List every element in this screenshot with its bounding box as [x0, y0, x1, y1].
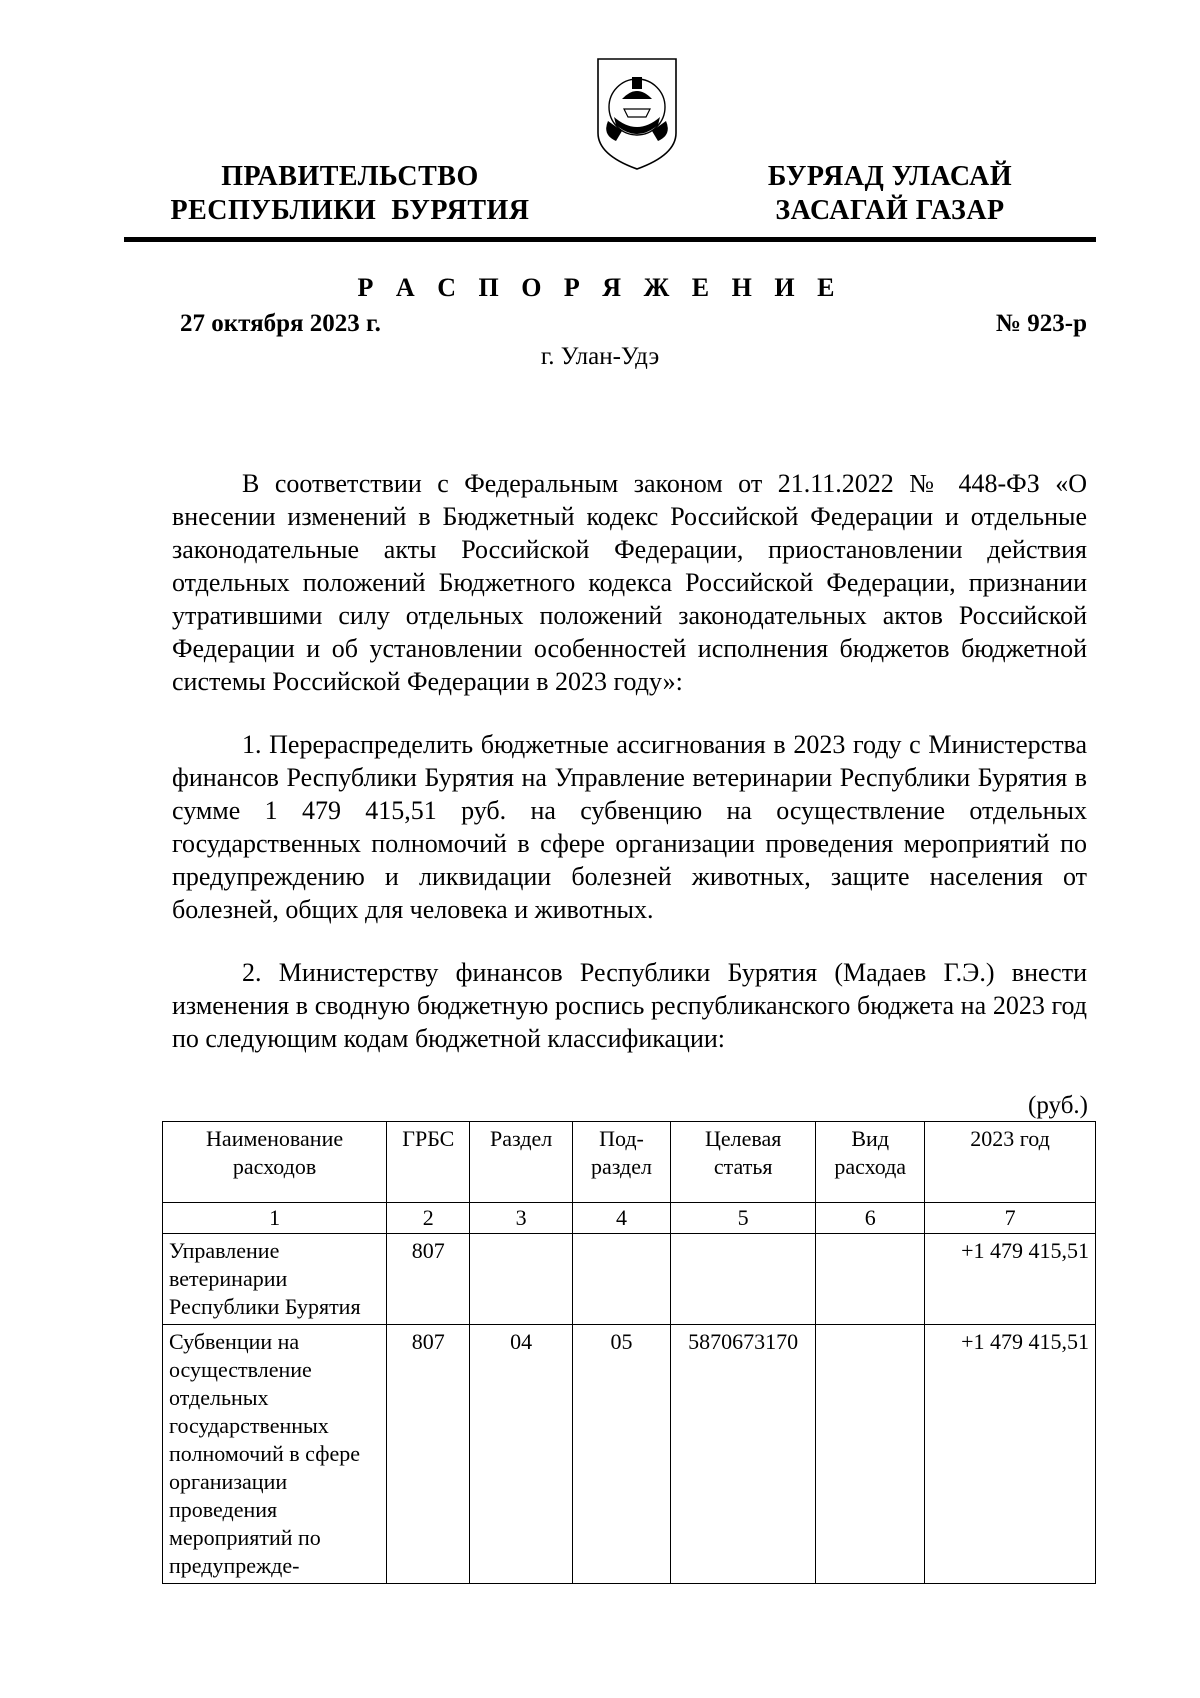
government-header-left	[160, 160, 540, 228]
column-number-row	[163, 1203, 1096, 1234]
coat-of-arms-emblem	[592, 55, 682, 175]
header-target: Целевая статья	[671, 1122, 816, 1203]
column-number: 1	[163, 1203, 387, 1234]
column-number: 4	[572, 1203, 670, 1234]
row-name: Субвенции на осуществление отдельных государственных полномочий в сфере организации проведения мероприятий по предупрежде-	[163, 1325, 387, 1584]
table-row	[163, 1234, 1096, 1325]
government-header-right	[740, 160, 1040, 228]
point-2-text: 2. Министерству финансов Республики Бурятия (Мадаев Г.Э.) внести изменения в сводную бюджетную роспись республиканского бюджета на 2023 год по следующим кодам бюджетной классификации:	[172, 958, 1087, 1053]
row-target	[671, 1234, 816, 1325]
row-kind	[816, 1234, 925, 1325]
budget-table	[162, 1121, 1096, 1584]
row-name: Управление ветеринарии Республики Бурятия	[163, 1234, 387, 1325]
intro-paragraph	[172, 467, 1087, 698]
column-number: 7	[925, 1203, 1096, 1234]
document-number: № 923-р	[995, 310, 1087, 337]
row-subsection	[572, 1234, 670, 1325]
table-header-row	[163, 1122, 1096, 1203]
header-right-line1: БУРЯАД УЛАСАЙ	[767, 161, 1013, 192]
header-grbs: ГРБС	[387, 1122, 470, 1203]
header-year: 2023 год	[925, 1122, 1096, 1203]
document-type: Р А С П О Р Я Ж Е Н И Е	[357, 273, 843, 302]
column-number: 2	[387, 1203, 470, 1234]
row-section: 04	[470, 1325, 572, 1584]
point-2-paragraph	[172, 956, 1087, 1055]
header-name: Наименование расходов	[163, 1122, 387, 1203]
intro-text: В соответствии с Федеральным законом от 21.11.2022 № 448-ФЗ «О внесении изменений в Бюджетный кодекс Российской Федерации и отдельные законодательные акты Российской Федерации, приостановлении действия отдельных положений Бюджетного кодекса Российской Федерации, признании утратившими силу отдельных положений законодательных актов Российской Федерации и об установлении особенностей исполнения бюджетов бюджетной системы Российской Федерации в 2023 году»:	[172, 469, 1087, 696]
header-left-line2: РЕСПУБЛИКИ БУРЯТИЯ	[170, 195, 530, 226]
header-kind: Вид расхода	[816, 1122, 925, 1203]
header-right-line2: ЗАСАГАЙ ГАЗАР	[775, 195, 1005, 226]
header-divider	[124, 237, 1096, 242]
row-grbs: 807	[387, 1325, 470, 1584]
row-kind	[816, 1325, 925, 1584]
document-city: г. Улан-Удэ	[540, 343, 660, 370]
row-target: 5870673170	[671, 1325, 816, 1584]
row-section	[470, 1234, 572, 1325]
point-1-text: 1. Перераспределить бюджетные ассигнования в 2023 году с Министерства финансов Республики Бурятия на Управление ветеринарии Республики Бурятия в сумме 1 479 415,51 руб. на субвенцию на осуществление отдельных государственных полномочий в сфере организации проведения мероприятий по предупреждению и ликвидации болезней животных, защите населения от болезней, общих для человека и животных.	[172, 730, 1087, 924]
column-number: 5	[671, 1203, 816, 1234]
header-left-line1: ПРАВИТЕЛЬСТВО	[221, 161, 479, 192]
table-unit: (руб.)	[1028, 1092, 1088, 1119]
point-1-paragraph	[172, 728, 1087, 926]
row-grbs: 807	[387, 1234, 470, 1325]
row-amount: +1 479 415,51	[925, 1234, 1096, 1325]
row-subsection: 05	[572, 1325, 670, 1584]
column-number: 6	[816, 1203, 925, 1234]
header-section: Раздел	[470, 1122, 572, 1203]
table-row	[163, 1325, 1096, 1584]
column-number: 3	[470, 1203, 572, 1234]
header-subsection: Под-раздел	[572, 1122, 670, 1203]
row-amount: +1 479 415,51	[925, 1325, 1096, 1584]
document-date: 27 октября 2023 г.	[180, 310, 381, 337]
